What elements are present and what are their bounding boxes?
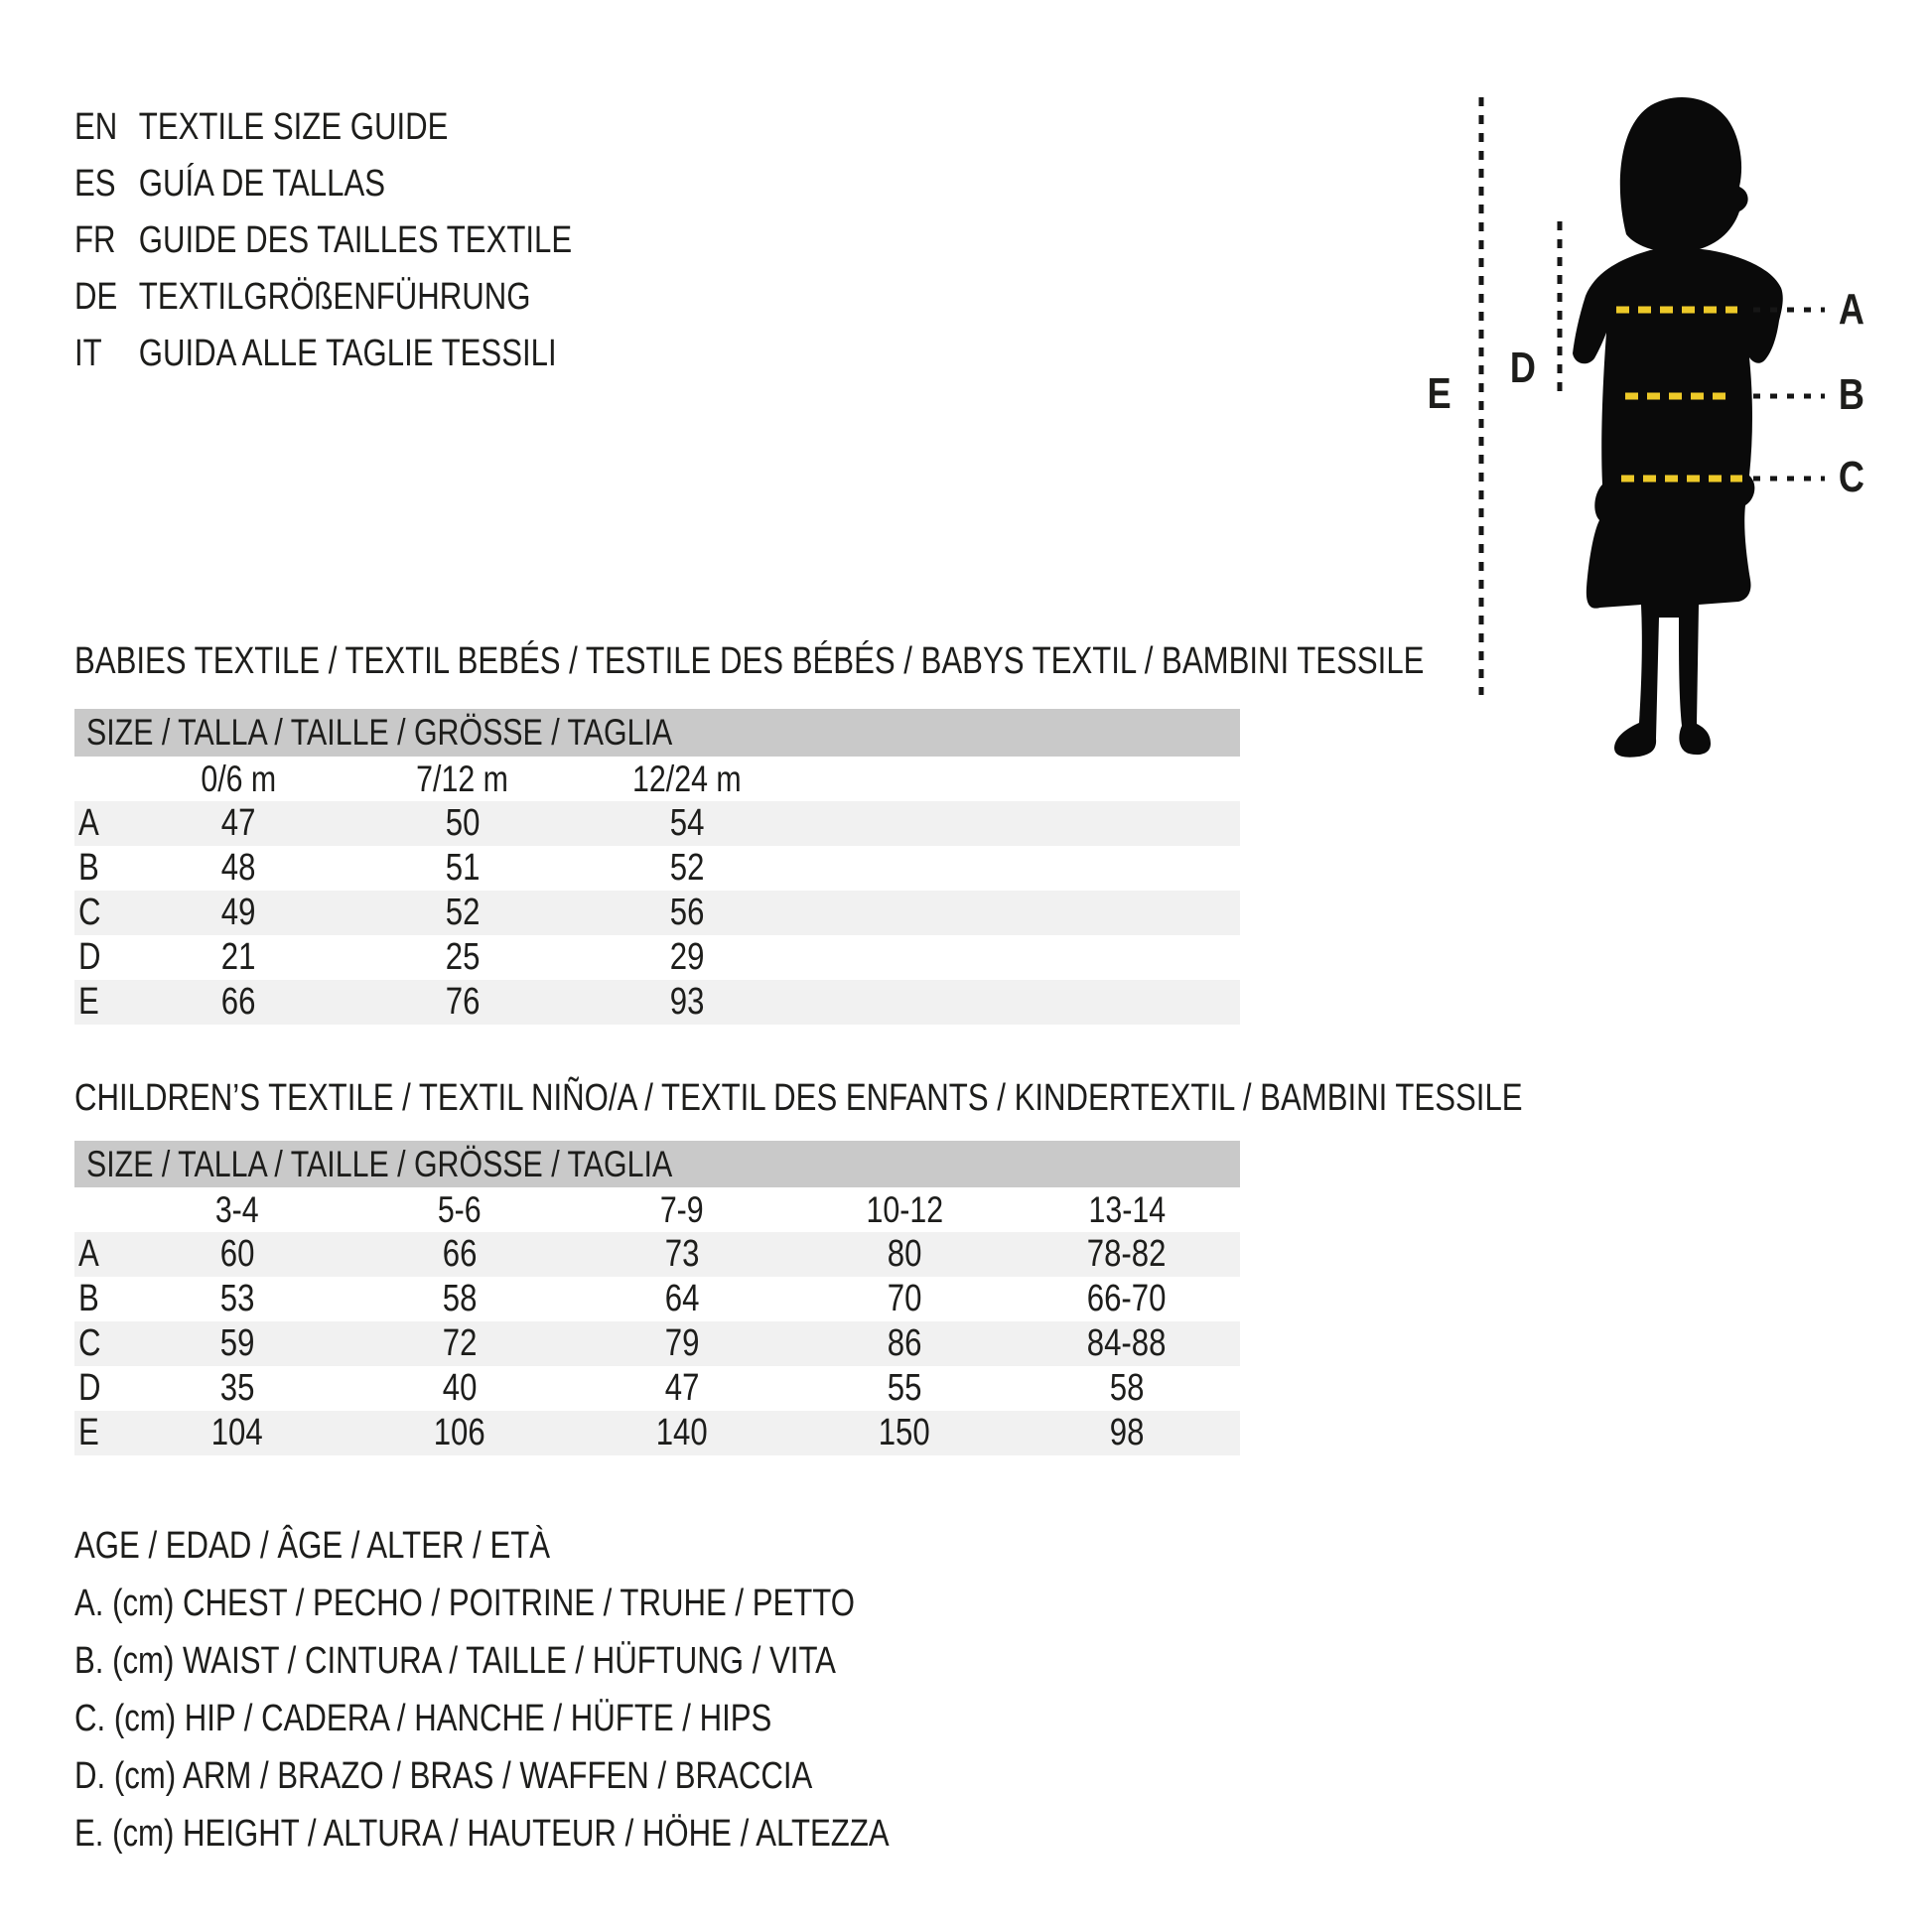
title-line-it xyxy=(74,326,681,382)
table-cell: 55 xyxy=(887,1367,922,1409)
child-silhouette-head xyxy=(1620,97,1748,252)
table-row xyxy=(74,1411,1240,1455)
title-line-de xyxy=(74,269,681,326)
language-code: DE xyxy=(74,276,118,318)
table-cell: 52 xyxy=(669,847,705,889)
table-cell: 58 xyxy=(1109,1367,1145,1409)
legend-line-chest: A. (cm) CHEST / PECHO / POITRINE / TRUHE / PETTO xyxy=(74,1583,856,1624)
table-cell: 40 xyxy=(442,1367,478,1409)
table-cell: 54 xyxy=(669,802,705,844)
guide-title: GUIDA ALLE TAGLIE TESSILI xyxy=(138,333,557,374)
table-cell: 21 xyxy=(220,936,256,978)
table-cell: 48 xyxy=(220,847,256,889)
table-cell: 56 xyxy=(669,892,705,933)
legend-line-arm: D. (cm) ARM / BRAZO / BRAS / WAFFEN / BRACCIA xyxy=(74,1755,813,1797)
table-cell: 52 xyxy=(445,892,481,933)
table-cell: 25 xyxy=(445,936,481,978)
size-header-label: SIZE / TALLA / TAILLE / GRÖSSE / TAGLIA xyxy=(86,712,673,753)
table-cell: 93 xyxy=(669,981,705,1023)
title-line-fr xyxy=(74,212,681,269)
row-label: A xyxy=(78,802,99,844)
column-header: 5-6 xyxy=(438,1188,482,1230)
table-cell: 79 xyxy=(664,1322,700,1364)
row-label: B xyxy=(78,847,99,889)
table-row xyxy=(74,980,1240,1025)
table-cell: 80 xyxy=(887,1233,922,1275)
size-header-bar xyxy=(74,1141,1240,1187)
language-code: FR xyxy=(74,219,116,261)
table-cell: 47 xyxy=(664,1367,700,1409)
title-line-es xyxy=(74,156,681,212)
column-header: 13-14 xyxy=(1088,1188,1166,1230)
table-row xyxy=(74,935,1240,980)
table-cell: 86 xyxy=(887,1322,922,1364)
table-cell: 47 xyxy=(220,802,256,844)
column-header: 10-12 xyxy=(866,1188,943,1230)
table-row xyxy=(74,801,1240,846)
table-row xyxy=(74,1321,1240,1366)
column-header: 7-9 xyxy=(660,1188,704,1230)
table-cell: 29 xyxy=(669,936,705,978)
table-cell: 76 xyxy=(445,981,481,1023)
children-section-heading: CHILDREN’S TEXTILE / TEXTIL NIÑO/A / TEXTIL DES ENFANTS / KINDERTEXTIL / BAMBINI TESSILE xyxy=(74,1077,1523,1119)
children-size-table xyxy=(74,1141,1240,1455)
legend-line-waist: B. (cm) WAIST / CINTURA / TAILLE / HÜFTUNG / VITA xyxy=(74,1640,836,1682)
table-cell: 58 xyxy=(442,1278,478,1319)
table-cell: 59 xyxy=(219,1322,255,1364)
title-language-block xyxy=(74,99,681,382)
table-row xyxy=(74,1366,1240,1411)
table-cell: 78-82 xyxy=(1087,1233,1167,1275)
table-cell: 66 xyxy=(442,1233,478,1275)
babies-column-header-row xyxy=(74,757,1240,801)
measure-label-b: B xyxy=(1838,370,1865,419)
table-cell: 84-88 xyxy=(1087,1322,1167,1364)
row-label: E xyxy=(78,981,99,1023)
guide-title: TEXTILGRÖßENFÜHRUNG xyxy=(138,276,531,318)
table-row xyxy=(74,1232,1240,1277)
table-cell: 64 xyxy=(664,1278,700,1319)
row-label: C xyxy=(78,1322,101,1364)
legend-line-age: AGE / EDAD / ÂGE / ALTER / ETÀ xyxy=(74,1525,551,1567)
table-cell: 106 xyxy=(434,1412,485,1453)
measurement-legend xyxy=(74,1517,1068,1863)
children-column-header-row xyxy=(74,1187,1240,1232)
table-cell: 60 xyxy=(219,1233,255,1275)
babies-size-table xyxy=(74,709,1240,1025)
table-row xyxy=(74,1277,1240,1321)
guide-title: GUÍA DE TALLAS xyxy=(138,163,386,205)
language-code: EN xyxy=(74,106,118,148)
title-line-en xyxy=(74,99,681,156)
language-code: ES xyxy=(74,163,116,205)
table-cell: 73 xyxy=(664,1233,700,1275)
size-header-bar xyxy=(74,709,1240,757)
column-header: 0/6 m xyxy=(201,758,276,799)
row-label: B xyxy=(78,1278,99,1319)
table-row xyxy=(74,846,1240,891)
table-cell: 104 xyxy=(211,1412,263,1453)
measure-label-d: D xyxy=(1509,344,1537,392)
column-header: 7/12 m xyxy=(416,758,509,799)
row-label: D xyxy=(78,936,101,978)
measure-label-a: A xyxy=(1838,285,1865,334)
row-label: E xyxy=(78,1412,99,1453)
table-cell: 35 xyxy=(219,1367,255,1409)
table-cell: 70 xyxy=(887,1278,922,1319)
table-row xyxy=(74,891,1240,935)
measure-label-e: E xyxy=(1427,369,1452,418)
guide-title: TEXTILE SIZE GUIDE xyxy=(138,106,449,148)
table-cell: 66 xyxy=(220,981,256,1023)
table-cell: 72 xyxy=(442,1322,478,1364)
table-cell: 51 xyxy=(445,847,481,889)
language-code: IT xyxy=(74,333,102,374)
column-header: 12/24 m xyxy=(632,758,742,799)
row-label: A xyxy=(78,1233,99,1275)
size-header-label: SIZE / TALLA / TAILLE / GRÖSSE / TAGLIA xyxy=(86,1143,673,1184)
table-cell: 150 xyxy=(879,1412,930,1453)
legend-line-height: E. (cm) HEIGHT / ALTURA / HAUTEUR / HÖHE / ALTEZZA xyxy=(74,1813,890,1855)
column-header: 3-4 xyxy=(215,1188,259,1230)
table-cell: 53 xyxy=(219,1278,255,1319)
table-cell: 49 xyxy=(220,892,256,933)
guide-title: GUIDE DES TAILLES TEXTILE xyxy=(138,219,573,261)
table-cell: 66-70 xyxy=(1087,1278,1167,1319)
table-cell: 140 xyxy=(656,1412,708,1453)
table-cell: 50 xyxy=(445,802,481,844)
row-label: D xyxy=(78,1367,101,1409)
table-cell: 98 xyxy=(1109,1412,1145,1453)
babies-section-heading: BABIES TEXTILE / TEXTIL BEBÉS / TESTILE DES BÉBÉS / BABYS TEXTIL / BAMBINI TESSILE xyxy=(74,640,1425,682)
row-label: C xyxy=(78,892,101,933)
measure-label-c: C xyxy=(1838,453,1865,501)
legend-line-hip: C. (cm) HIP / CADERA / HANCHE / HÜFTE / HIPS xyxy=(74,1698,772,1739)
